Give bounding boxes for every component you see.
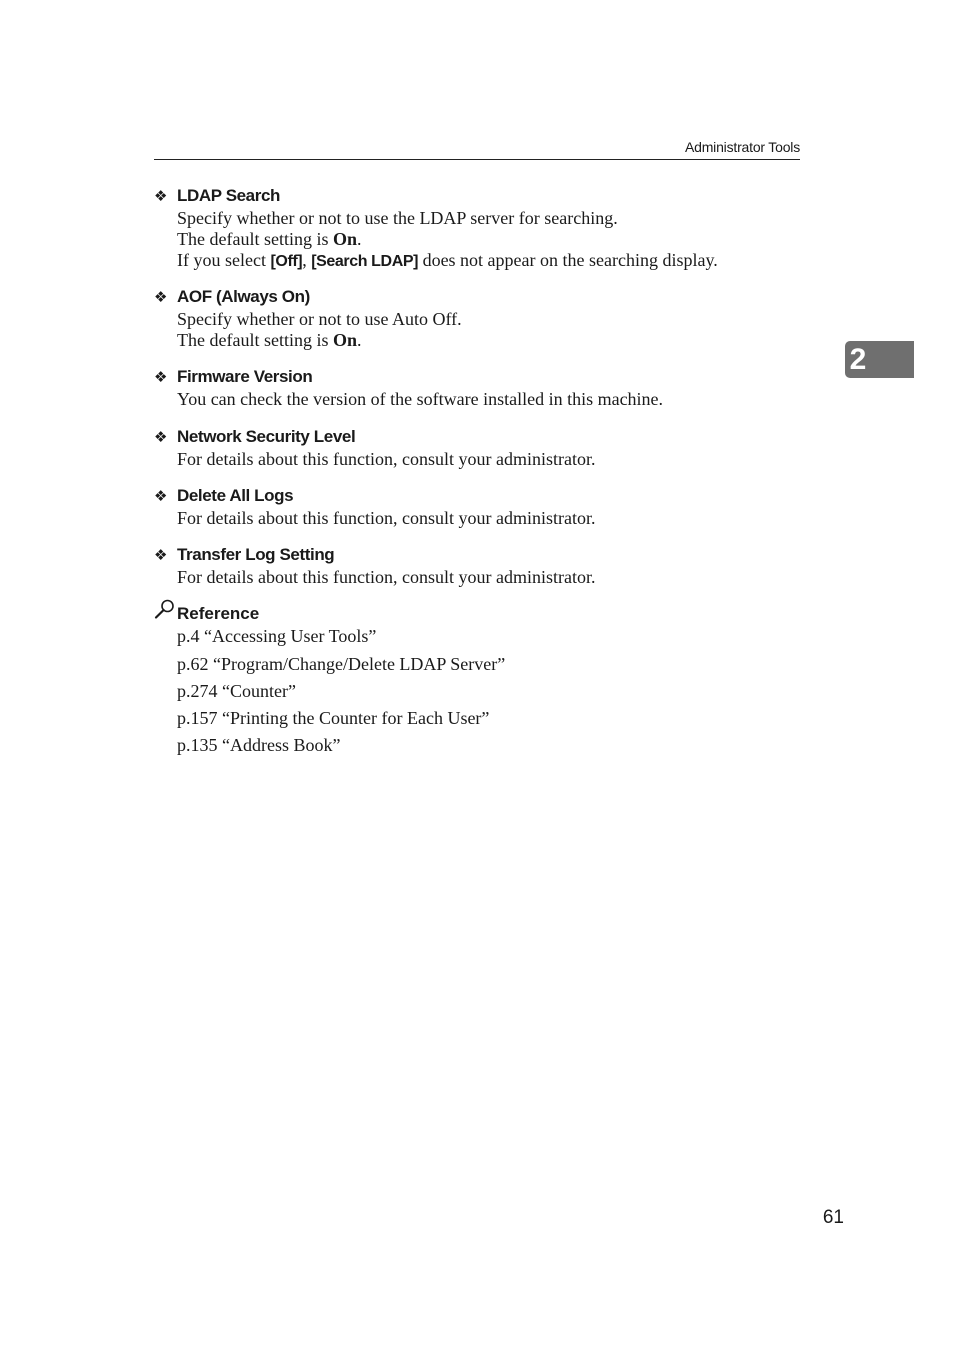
key-search-ldap: [Search LDAP] [311,253,419,270]
header-rule [154,159,800,160]
section-title: Network Security Level [177,427,356,446]
section-text: You can check the version of the software installed in this machine. [177,389,664,409]
section-title: LDAP Search [177,186,280,205]
section-title: Delete All Logs [177,486,294,505]
reference-link[interactable]: p.274 “Counter” [177,681,296,701]
reference-link[interactable]: p.135 “Address Book” [177,735,341,755]
section-text: For details about this function, consult your administrator. [177,508,596,528]
section-text: Specify whether or not to use Auto Off. [177,309,462,329]
diamond-flower-icon: ❖ [154,289,168,306]
reference-link[interactable]: p.62 “Program/Change/Delete LDAP Server” [177,654,506,674]
diamond-flower-icon: ❖ [154,547,168,564]
section-text: The default setting is On. [177,330,362,350]
reference-title: Reference [177,604,260,623]
diamond-flower-icon: ❖ [154,429,168,446]
section-text: For details about this function, consult your administrator. [177,449,596,469]
section-text: Specify whether or not to use the LDAP server for searching. [177,208,618,228]
reference-link[interactable]: p.4 “Accessing User Tools” [177,626,377,646]
diamond-flower-icon: ❖ [154,369,168,386]
section-title: AOF (Always On) [177,287,310,306]
section-title: Transfer Log Setting [177,545,335,564]
default-value: On [332,330,357,350]
section-text: For details about this function, consult your administrator. [177,567,596,587]
magnifier-icon [154,598,176,620]
default-value: On [332,229,357,249]
chapter-tab [845,341,914,378]
reference-link[interactable]: p.157 “Printing the Counter for Each User” [177,708,490,728]
page-number: 61 [822,1207,844,1228]
running-header: Administrator Tools [685,139,800,155]
chapter-number: 2 [849,343,867,376]
section-text: The default setting is On. [177,229,362,249]
key-off: [Off] [270,253,303,270]
section-text: If you select [Off], [Search LDAP] does not appear on the searching display. [177,250,718,270]
section-title: Firmware Version [177,367,313,386]
diamond-flower-icon: ❖ [154,488,168,505]
diamond-flower-icon: ❖ [154,188,168,205]
